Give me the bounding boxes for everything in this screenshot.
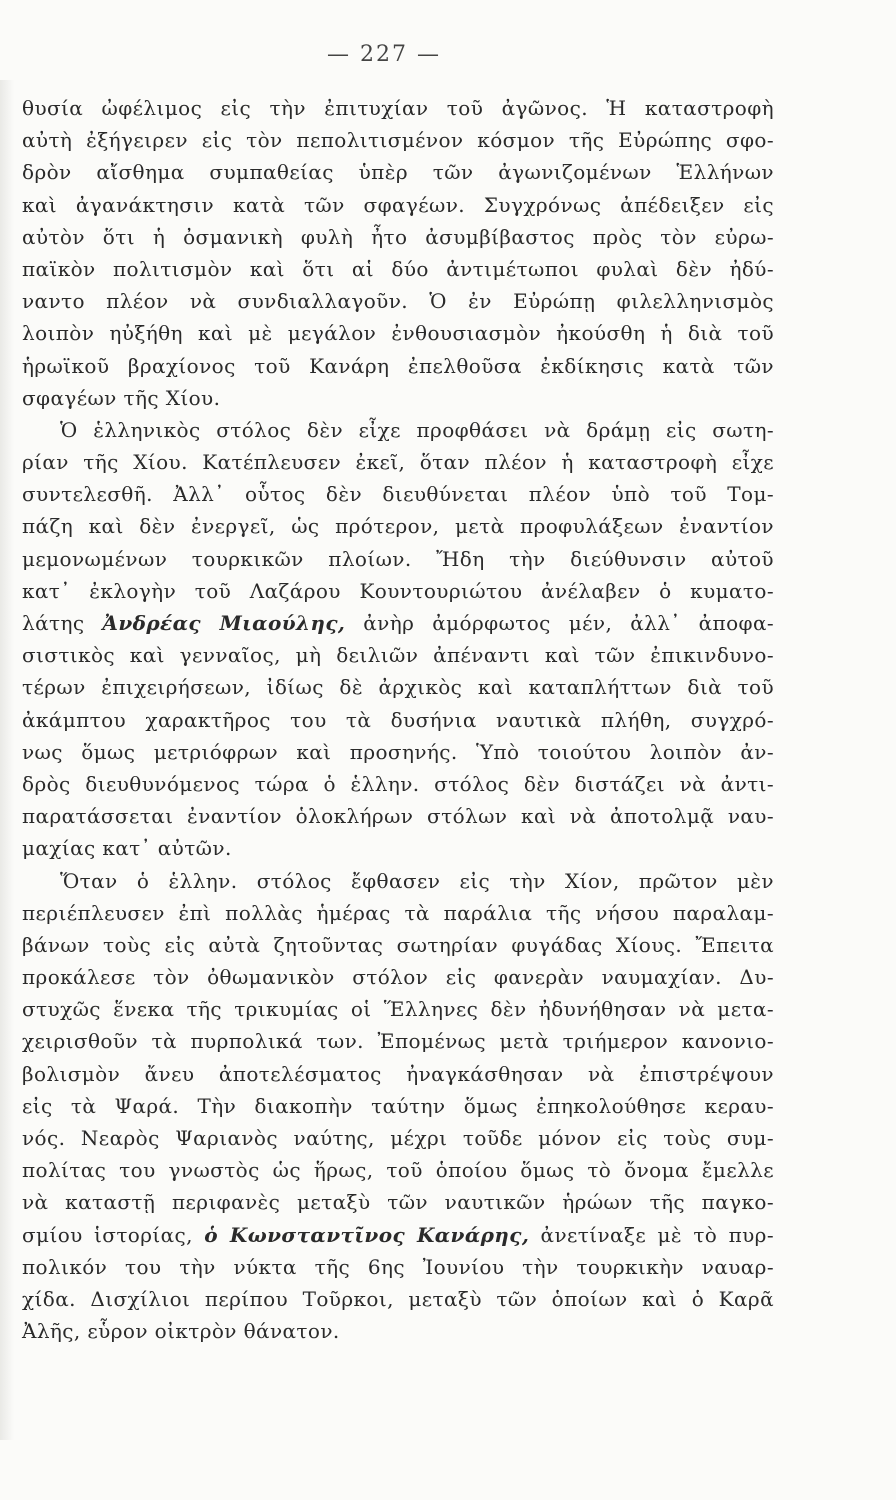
text-line: στυχῶς ἕνεκα τῆς τρικυμίας οἱ Ἕλληνες δὲν ἠδυνήθησαν νὰ μετα- (22, 997, 774, 1022)
text-line: αὐτὴ ἐξήγειρεν εἰς τὸν πεπολιτισμένον κόσμον τῆς Εὐρώπης σφο- (22, 128, 774, 153)
text-line: μαχίας κατ᾽ αὐτῶν. (22, 836, 232, 861)
paragraph-3 (22, 865, 774, 1348)
text-line: χίδα. Δισχίλιοι περίπου Τοῦρκοι, μεταξὺ τῶν ὁποίων καὶ ὁ Καρᾶ (22, 1286, 774, 1311)
text-line: ἡρωϊκοῦ βραχίονος τοῦ Κανάρη ἐπελθοῦσα ἐκδίκησις κατὰ τῶν (22, 353, 774, 378)
text-segment: ἀνὴρ ἀμόρφωτος μέν, ἀλλ᾽ ἀποφα- (345, 611, 775, 635)
text-segment: λάτης (22, 611, 103, 635)
text-line: Ὁ ἑλληνικὸς στόλος δὲν εἶχε προφθάσει νὰ δράμῃ εἰς σωτη- (60, 417, 774, 442)
text-segment: σμίου ἱστορίας, (22, 1222, 205, 1247)
text-line: μεμονωμένων τουρκικῶν πλοίων. Ἤδη τὴν διεύθυνσιν αὐτοῦ (22, 546, 774, 571)
text-line: Ὅταν ὁ ἑλλην. στόλος ἔφθασεν εἰς τὴν Χίον, πρῶτον μὲν (60, 868, 774, 893)
text-line: νως ὅμως μετριόφρων καὶ προσηνής. Ὑπὸ τοιούτου λοιπὸν ἀν- (22, 739, 774, 764)
text-line-with-name (22, 607, 774, 639)
text-line: ναντο πλέον νὰ συνδιαλλαγοῦν. Ὁ ἐν Εὐρώπῃ φιλελληνισμὸς (22, 289, 774, 314)
text-line: χειρισθοῦν τὰ πυρπολικά των. Ἐπομένως μετὰ τριήμερον κανονιο- (22, 1029, 774, 1054)
text-line: καὶ ἀγανάκτησιν κατὰ τῶν σφαγέων. Συγχρόνως ἀπέδειξεν εἰς (22, 192, 774, 217)
text-line: νὰ καταστῇ περιφανὲς μεταξὺ τῶν ναυτικῶν ἡρώων τῆς παγκο- (22, 1190, 774, 1215)
text-line: παϊκὸν πολιτισμὸν καὶ ὅτι αἱ δύο ἀντιμέτωποι φυλαὶ δὲν ἠδύ- (22, 256, 774, 281)
person-name-kanaris: ὁ Κωνσταντῖνος Κανάρης, (204, 1222, 530, 1247)
text-line: πάζη καὶ δὲν ἐνεργεῖ, ὡς πρότερον, μετὰ προφυλάξεων ἐναντίον (22, 514, 774, 539)
body-text (22, 92, 774, 1347)
text-line: περιέπλευσεν ἐπὶ πολλὰς ἡμέρας τὰ παράλια τῆς νήσου παραλαμ- (22, 900, 774, 925)
paragraph-2 (22, 414, 774, 865)
text-line: αὐτὸν ὅτι ἡ ὀσμανικὴ φυλὴ ἦτο ἀσυμβίβαστος πρὸς τὸν εὐρω- (22, 224, 774, 249)
text-line: βάνων τοὺς εἰς αὐτὰ ζητοῦντας σωτηρίαν φυγάδας Χίους. Ἔπειτα (22, 932, 774, 957)
text-line: θυσία ὠφέλιμος εἰς τὴν ἐπιτυχίαν τοῦ ἀγῶνος. Ἡ καταστροφὴ (22, 96, 774, 120)
text-line: τέρων ἐπιχειρήσεων, ἰδίως δὲ ἀρχικὸς καὶ καταπλήττων διὰ τοῦ (22, 675, 774, 700)
text-line: κατ᾽ ἐκλογὴν τοῦ Λαζάρου Κουντουριώτου ἀνέλαβεν ὁ κυματο- (22, 578, 774, 603)
text-line-with-name (22, 1219, 774, 1251)
page-number: — 227 — (327, 42, 441, 67)
text-line: πολίτας του γνωστὸς ὡς ἥρως, τοῦ ὁποίου ὅμως τὸ ὄνομα ἔμελλε (22, 1158, 774, 1183)
text-segment: ἀνετίναξε μὲ τὸ πυρ- (529, 1222, 774, 1247)
text-line: εἰς τὰ Ψαρά. Τὴν διακοπὴν ταύτην ὅμως ἐπηκολούθησε κεραυ- (22, 1093, 774, 1118)
text-line: βολισμὸν ἄνευ ἀποτελέσματος ἠναγκάσθησαν νὰ ἐπιστρέψουν (22, 1061, 774, 1086)
text-line: ἀκάμπτου χαρακτῆρος του τὰ δυσήνια ναυτικὰ πλήθη, συγχρό- (22, 707, 774, 732)
page-gutter-shadow (0, 80, 14, 1440)
text-line: δρὸς διευθυνόμενος τώρα ὁ ἑλλην. στόλος δὲν διστάζει νὰ ἀντι- (22, 771, 774, 796)
text-line: παρατάσσεται ἐναντίον ὁλοκλήρων στόλων καὶ νὰ ἀποτολμᾷ ναυ- (22, 804, 774, 829)
text-line: δρὸν αἴσθημα συμπαθείας ὑπὲρ τῶν ἀγωνιζομένων Ἑλλήνων (22, 160, 774, 185)
text-line: προκάλεσε τὸν ὀθωμανικὸν στόλον εἰς φανερὰν ναυμαχίαν. Δυ- (22, 965, 774, 990)
text-line: νός. Νεαρὸς Ψαριανὸς ναύτης, μέχρι τοῦδε μόνον εἰς τοὺς συμ- (22, 1126, 774, 1150)
text-line: ρίαν τῆς Χίου. Κατέπλευσεν ἐκεῖ, ὅταν πλέον ἡ καταστροφὴ εἶχε (22, 450, 774, 475)
text-line: λοιπὸν ηὐξήθη καὶ μὲ μεγάλον ἐνθουσιασμὸν ἠκούσθη ἡ διὰ τοῦ (22, 321, 774, 346)
person-name-miaoulis: Ἀνδρέας Μιαούλης, (102, 611, 346, 635)
text-line: σιστικὸς καὶ γενναῖος, μὴ δειλιῶν ἀπέναντι καὶ τῶν ἐπικινδυνο- (22, 643, 774, 668)
text-line: συντελεσθῆ. Ἀλλ᾽ οὗτος δὲν διευθύνεται πλέον ὑπὸ τοῦ Τομ- (22, 482, 774, 507)
text-line: σφαγέων τῆς Χίου. (22, 385, 221, 410)
text-line: πολικόν του τὴν νύκτα τῆς 6ης Ἰουνίου τὴν τουρκικὴν ναυαρ- (22, 1254, 774, 1279)
paragraph-1 (22, 92, 774, 414)
text-line: Ἀλῆς, εὗρον οἰκτρὸν θάνατον. (22, 1319, 340, 1344)
